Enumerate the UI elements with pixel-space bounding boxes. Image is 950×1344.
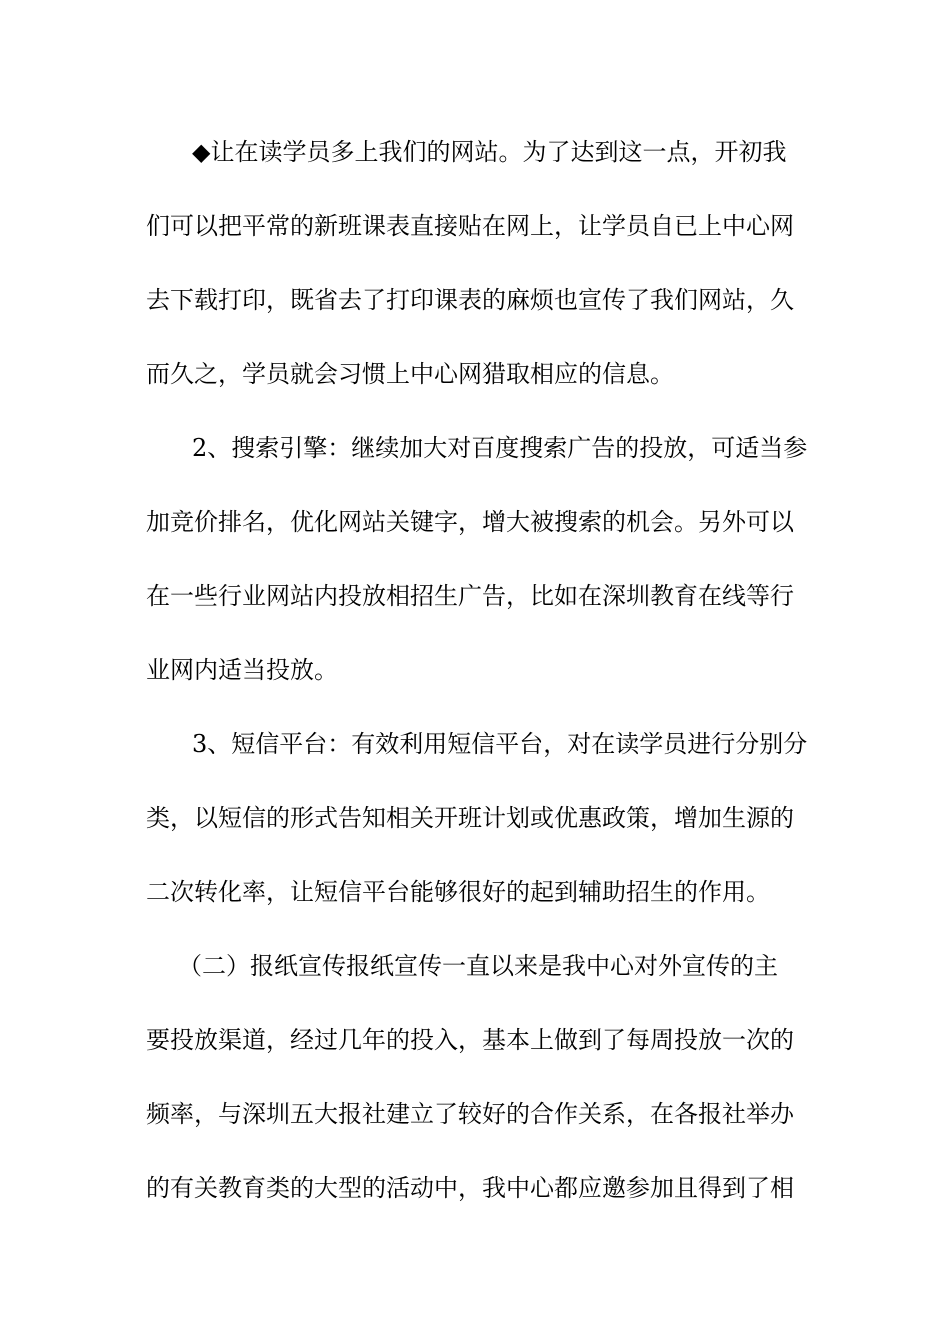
paragraph-1-line-4: 而久之，学员就会习惯上中心网猎取相应的信息。 [146,360,674,388]
paragraph-4-line-2: 要投放渠道，经过几年的投入，基本上做到了每周投放一次的 [146,1026,794,1054]
paragraph-1-line-1: ◆让在读学员多上我们的网站。为了达到这一点，开初我 [192,138,787,166]
paragraph-4-line-3: 频率，与深圳五大报社建立了较好的合作关系，在各报社举办 [146,1100,794,1128]
paragraph-1-line-2: 们可以把平常的新班课表直接贴在网上，让学员自已上中心网 [146,212,794,240]
paragraph-1-line-3: 去下载打印，既省去了打印课表的麻烦也宣传了我们网站，久 [146,286,794,314]
paragraph-2-line-4: 业网内适当投放。 [146,656,338,684]
paragraph-2-line-3: 在一些行业网站内投放相招生广告，比如在深圳教育在线等行 [146,582,794,610]
paragraph-3-line-3: 二次转化率，让短信平台能够很好的起到辅助招生的作用。 [146,878,770,906]
paragraph-3-line-2: 类，以短信的形式告知相关开班计划或优惠政策，增加生源的 [146,804,794,832]
paragraph-2-line-1: 2、搜索引擎：继续加大对百度搜索广告的投放，可适当参 [192,434,808,462]
paragraph-4-line-4: 的有关教育类的大型的活动中，我中心都应邀参加且得到了相 [146,1174,794,1202]
paragraph-4-line-1: （二）报纸宣传报纸宣传一直以来是我中心对外宣传的主 [178,952,778,980]
paragraph-2-line-2: 加竞价排名，优化网站关键字，增大被搜索的机会。另外可以 [146,508,794,536]
paragraph-3-line-1: 3、短信平台：有效利用短信平台，对在读学员进行分别分 [192,730,808,758]
